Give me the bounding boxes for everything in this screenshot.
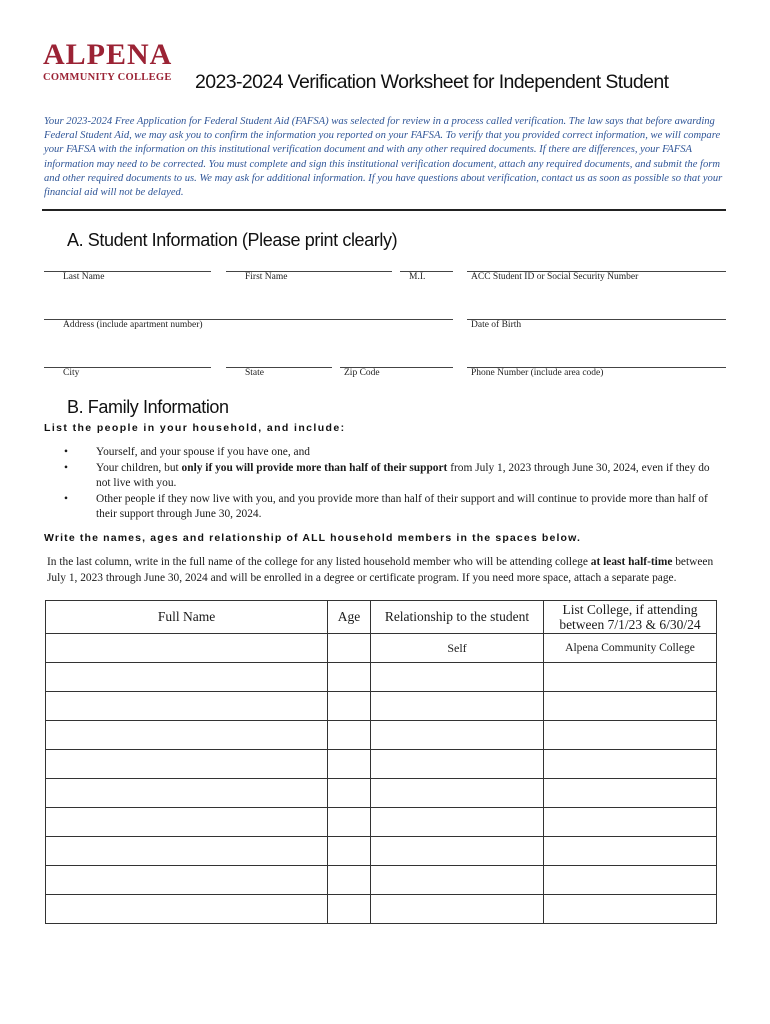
table-row [46, 895, 717, 924]
table-row [46, 808, 717, 837]
section-b-heading: B. Family Information [67, 397, 229, 417]
divider [42, 209, 726, 211]
cell-college[interactable] [544, 692, 717, 721]
zip-code-label: Zip Code [344, 368, 380, 378]
cell-full-name[interactable] [46, 634, 328, 663]
cell-age[interactable] [328, 866, 371, 895]
cell-full-name[interactable] [46, 692, 328, 721]
cell-relationship[interactable] [371, 721, 544, 750]
college-instructions: In the last column, write in the full name of the college for any listed household member who will be attending college at least half-time between July 1, 2023 through June 30, 2024 and will be enrolled in a degree or certificate program. If you need more space, attach a separate page. [47, 556, 714, 584]
cell-full-name[interactable] [46, 779, 328, 808]
cell-college[interactable] [544, 837, 717, 866]
household-write-heading: Write the names, ages and relationship of ALL household members in the spaces below. [44, 532, 582, 544]
cell-full-name[interactable] [46, 750, 328, 779]
cell-college[interactable] [544, 663, 717, 692]
household-list-intro: List the people in your household, and include: [44, 422, 346, 434]
table-row [46, 750, 717, 779]
cell-relationship[interactable] [371, 779, 544, 808]
state-field[interactable] [226, 367, 332, 368]
address-label: Address (include apartment number) [63, 320, 203, 330]
college-logo [43, 40, 189, 83]
cell-relationship[interactable]: Self [371, 634, 544, 663]
middle-initial-label: M.I. [409, 272, 426, 282]
cell-relationship[interactable] [371, 663, 544, 692]
last-name-label: Last Name [63, 272, 105, 282]
cell-full-name[interactable] [46, 837, 328, 866]
table-row [46, 692, 717, 721]
cell-college[interactable] [544, 721, 717, 750]
cell-full-name[interactable] [46, 866, 328, 895]
cell-relationship[interactable] [371, 895, 544, 924]
cell-age[interactable] [328, 663, 371, 692]
col-full-name: Full Name [46, 601, 328, 634]
table-row [46, 779, 717, 808]
cell-full-name[interactable] [46, 663, 328, 692]
cell-age[interactable] [328, 634, 371, 663]
cell-relationship[interactable] [371, 866, 544, 895]
cell-college[interactable] [544, 779, 717, 808]
document-title: 2023-2024 Verification Worksheet for Independent Student [195, 71, 669, 93]
cell-age[interactable] [328, 750, 371, 779]
list-item: • Your children, but only if you will provide more than half of their support from July 1, 2023 through June 30, 2024, even if they do not live with you. [64, 461, 710, 489]
cell-college[interactable] [544, 750, 717, 779]
cell-age[interactable] [328, 779, 371, 808]
first-name-label: First Name [245, 272, 288, 282]
list-item: • Other people if they now live with you, and you provide more than half of their support and will continue to provide more than half of their support through June 30, 2024. [64, 492, 708, 520]
cell-full-name[interactable] [46, 895, 328, 924]
table-row [46, 866, 717, 895]
cell-college[interactable] [544, 808, 717, 837]
logo-wordmark: ALPENA [43, 38, 173, 71]
cell-full-name[interactable] [46, 808, 328, 837]
cell-full-name[interactable] [46, 721, 328, 750]
list-item: • Yourself, and your spouse if you have one, and [60, 445, 725, 461]
household-table [45, 600, 717, 924]
cell-relationship[interactable] [371, 837, 544, 866]
table-row [46, 634, 717, 663]
bullet-icon: • [64, 461, 68, 474]
section-a-heading: A. Student Information (Please print clearly) [67, 230, 398, 250]
household-bullet-list [60, 445, 725, 523]
student-id-label: ACC Student ID or Social Security Number [471, 272, 639, 282]
date-of-birth-label: Date of Birth [471, 320, 522, 330]
col-college: List College, if attending between 7/1/23 & 6/30/24 [544, 601, 717, 634]
intro-paragraph: Your 2023-2024 Free Application for Federal Student Aid (FAFSA) was selected for review in a process called verification. The law says that before awarding Federal Student Aid, we may ask you to confirm the information you reported on your FAFSA. To verify that you provided correct information, we will compare your FAFSA with the information on this institutional verification document and with any other required documents. If there are differences, your FAFSA information may need to be corrected. You must complete and sign this institutional verification document, attach any required documents, and submit the form and other required documents to us. We may ask for additional information. If you have questions about verification, contact us as soon as possible so that your financial aid will not be delayed. [44, 116, 723, 199]
cell-age[interactable] [328, 895, 371, 924]
cell-college[interactable] [544, 866, 717, 895]
cell-age[interactable] [328, 692, 371, 721]
cell-relationship[interactable] [371, 808, 544, 837]
table-header-row [46, 601, 717, 634]
cell-college[interactable]: Alpena Community College [544, 634, 717, 663]
cell-college[interactable] [544, 895, 717, 924]
col-age: Age [328, 601, 371, 634]
bullet-icon: • [64, 446, 68, 458]
table-row [46, 837, 717, 866]
col-relationship: Relationship to the student [371, 601, 544, 634]
logo-subtitle: COMMUNITY COLLEGE [43, 72, 172, 83]
city-label: City [63, 368, 80, 378]
phone-number-label: Phone Number (include area code) [471, 368, 604, 378]
cell-relationship[interactable] [371, 750, 544, 779]
state-label: State [245, 368, 264, 378]
table-row [46, 663, 717, 692]
table-row [46, 721, 717, 750]
cell-age[interactable] [328, 808, 371, 837]
middle-initial-field[interactable] [400, 271, 453, 272]
cell-age[interactable] [328, 721, 371, 750]
cell-age[interactable] [328, 837, 371, 866]
cell-relationship[interactable] [371, 692, 544, 721]
bullet-icon: • [64, 492, 68, 505]
